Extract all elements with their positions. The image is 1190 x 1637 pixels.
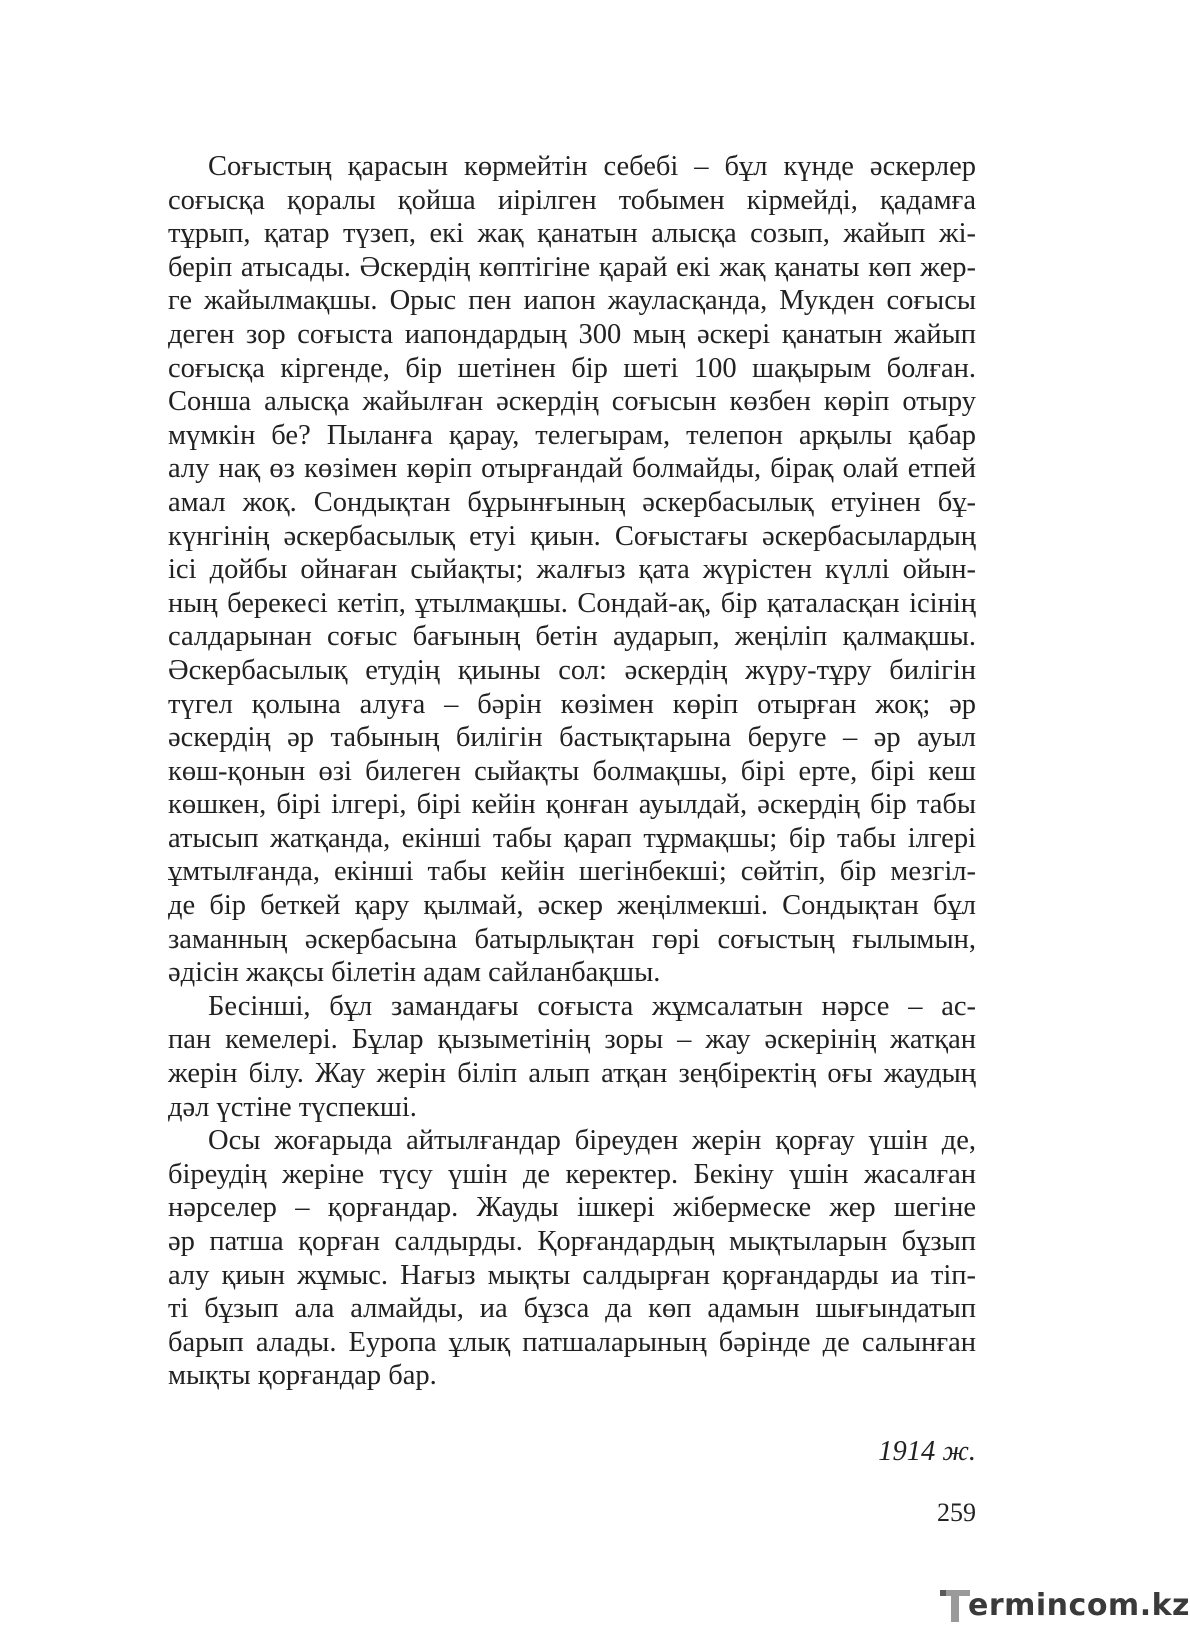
text-line: Соғыстың қарасын көрмейтін себебі – бұл күнде әскерлер bbox=[208, 151, 976, 182]
text-line: ге жайылмақшы. Орыс пен иапон жауласқанда, Мукден соғысы bbox=[168, 285, 976, 317]
text-line: күнгінің әскербасылық етуі қиын. Соғыстағы әскербасылардың bbox=[168, 520, 976, 552]
body-text bbox=[168, 150, 976, 1393]
text-line: Осы жоғарыда айтылғандар біреуден жерін қорғау үшін де, bbox=[208, 1125, 976, 1157]
text-line: біреудің жеріне түсу үшін де керектер. Бекіну үшін жасалған bbox=[168, 1158, 976, 1190]
site-watermark bbox=[938, 1586, 1190, 1626]
text-line: әскердің әр табының билігін бастықтарына беруге – әр ауыл bbox=[168, 722, 976, 754]
text-line: мықты қорғандар бар. bbox=[168, 1360, 437, 1392]
text-line: беріп атысады. Әскердің көптігіне қарай екі жақ қанаты көп жер- bbox=[168, 251, 976, 283]
text-line: алу қиын жұмыс. Нағыз мықты салдырған қорғандарды иа тіп- bbox=[168, 1259, 976, 1291]
text-line: соғысқа қоралы қойша иірілген тобымен кірмейді, қадамға bbox=[168, 184, 976, 216]
text-line: тұрып, қатар түзеп, екі жақ қанатын алысқа созып, жайып жі- bbox=[168, 218, 976, 250]
text-line: де бір беткей қару қылмай, әскер жеңілмекші. Сондықтан бұл bbox=[168, 890, 976, 922]
text-line: заманның әскербасына батырлықтан гөрі соғыстың ғылымын, bbox=[168, 923, 976, 955]
watermark-text: ermincom.kz bbox=[968, 1588, 1190, 1623]
text-line: мүмкін бе? Пыланға қарау, телегырам, телепон арқылы қабар bbox=[168, 419, 976, 451]
article-date: 1914 ж. bbox=[878, 1436, 976, 1467]
text-line: Бесінші, бұл замандағы соғыста жұмсалатын нәрсе – ас- bbox=[208, 990, 976, 1022]
text-line: атысып жатқанда, екінші табы қарап тұрмақшы; бір табы ілгері bbox=[168, 822, 976, 854]
text-line: амал жоқ. Сондықтан бұрынғының әскербасылық етуінен бұ- bbox=[168, 486, 976, 518]
paragraph bbox=[168, 1124, 976, 1393]
text-line: әдісін жақсы білетін адам сайланбақшы. bbox=[168, 957, 661, 989]
text-line: пан кемелері. Бұлар қызыметінің зоры – жау әскерінің жатқан bbox=[168, 1024, 976, 1056]
paragraph bbox=[168, 150, 976, 990]
text-line: деген зор соғыста иапондардың 300 мың әскері қанатын жайып bbox=[168, 318, 976, 350]
text-line: көшкен, бірі ілгері, бірі кейін қонған ауылдай, әскердің бір табы bbox=[168, 789, 976, 821]
text-line: ның берекесі кетіп, ұтылмақшы. Сондай-ақ, бір қаталасқан ісінің bbox=[168, 587, 976, 619]
text-line: Сонша алысқа жайылған әскердің соғысын көзбен көріп отыру bbox=[168, 386, 976, 418]
text-line: ті бұзып ала алмайды, иа бұзса да көп адамын шығындатып bbox=[168, 1293, 976, 1325]
paragraph bbox=[168, 990, 976, 1124]
text-line: әр патша қорған салдырды. Қорғандардың мықтыларын бұзып bbox=[168, 1226, 976, 1257]
text-line: Әскербасылық етудің қиыны сол: әскердің жүру-тұру билігін bbox=[168, 654, 976, 686]
text-line: соғысқа кіргенде, бір шетінен бір шеті 100 шақырым болған. bbox=[168, 352, 976, 384]
text-line: салдарынан соғыс бағының бетін аударып, жеңіліп қалмақшы. bbox=[168, 621, 976, 653]
text-line: ісі дойбы ойнаған сыйақты; жалғыз қата жүрістен күллі ойын- bbox=[168, 554, 976, 586]
text-line: жерін білу. Жау жерін біліп алып атқан зеңбіректің оғы жаудың bbox=[168, 1058, 976, 1090]
text-line: көш-қонын өзі билеген сыйақты болмақшы, бірі ерте, бірі кеш bbox=[168, 755, 976, 787]
text-line: дәл үстіне түспекші. bbox=[168, 1091, 417, 1123]
text-line: түгел қолына алуға – бәрін көзімен көріп отырған жоқ; әр bbox=[168, 688, 976, 720]
text-line: барып алады. Еуропа ұлық патшаларының бәрінде де салынған bbox=[168, 1326, 976, 1358]
page-number: 259 bbox=[937, 1498, 976, 1527]
text-line: алу нақ өз көзімен көріп отырғандай болмайды, бірақ олай етпей bbox=[168, 453, 976, 485]
text-line: ұмтылғанда, екінші табы кейін шегінбекші; сөйтіп, бір мезгіл- bbox=[168, 856, 976, 888]
text-line: нәрселер – қорғандар. Жауды ішкері жібермеске жер шегіне bbox=[168, 1192, 976, 1224]
